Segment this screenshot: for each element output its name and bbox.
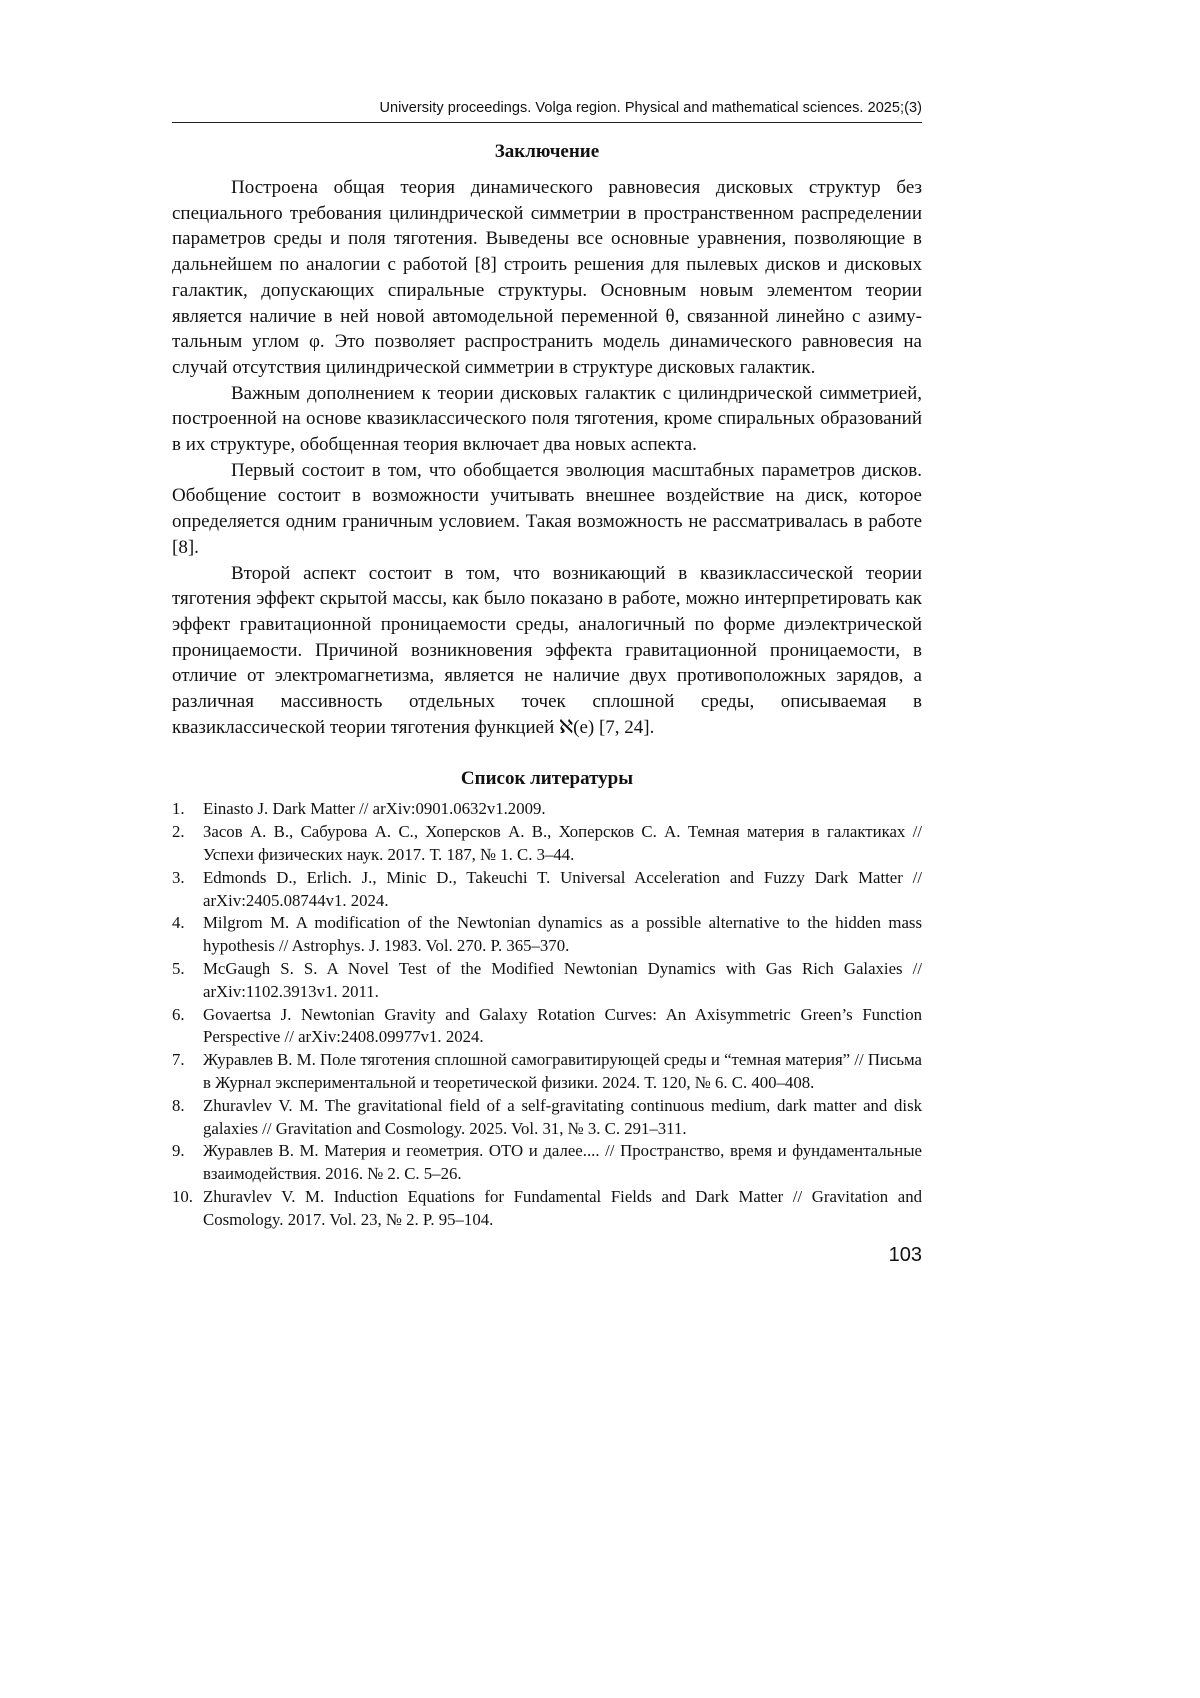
journal-page — [172, 100, 922, 1267]
running-header: University proceedings. Volga region. Physical and mathematical sciences. 2025;(3) — [172, 100, 922, 123]
reference-number: 8. — [172, 1095, 185, 1115]
reference-item — [172, 1004, 922, 1050]
reference-number: 7. — [172, 1050, 185, 1070]
reference-item — [172, 821, 922, 867]
reference-number: 2. — [172, 822, 185, 842]
reference-number: 4. — [172, 913, 185, 933]
reference-item — [172, 958, 922, 1004]
conclusion-body — [172, 175, 922, 740]
reference-number: 5. — [172, 959, 185, 979]
references-heading: Список литературы — [460, 768, 634, 790]
conclusion-paragraph: Второй аспект состоит в том, что возникающий в квазиклассической теории тяготения эффект скрытой массы, как было показано в работе, можно интерпретировать как эффект гравитационной проницаемости среды, аналогичный по форме диэлектрической проницаемости. Причиной возникновения эффекта гравитационной проницаемости, в отличие от электромагнетизма, является не наличие двух противоположных зарядов, а различная массивность отдельных точек сплошной среды, описываемая в квазиклассической теории тяготения функцией ℵ(e) [7, 24]. — [172, 562, 922, 738]
reference-text: McGaugh S. S. A Novel Test of the Modified Newtonian Dynamics with Gas Rich Galaxies // arXiv:1102.3913v1. 2011. — [203, 959, 922, 1001]
reference-item — [172, 1186, 922, 1232]
conclusion-paragraph: Первый состоит в том, что обобщается эволюция масштабных параметров дисков. Обобщение состоит в возможности учитывать внешнее воздействие на диск, которое определяется одним граничным условием. Такая возможность не рассматривалась в работе [8]. — [172, 459, 922, 558]
reference-text: Zhuravlev V. M. The gravitational field of a self-gravitating continuous medium, dark matter and disk galaxies // Gravitation and Cosmology. 2025. Vol. 31, № 3. С. 291–311. — [203, 1095, 922, 1138]
conclusion-paragraph: Важным дополнением к теории дисковых галактик с цилиндрической симметрией, построенной на основе квазиклассического поля тяготения, кроме спиральных образований в их структуре, обобщенная теория включает два новых аспекта. — [172, 382, 922, 456]
reference-item — [172, 867, 922, 913]
reference-number: 9. — [172, 1141, 185, 1161]
reference-item — [172, 912, 922, 958]
reference-list — [172, 798, 922, 1231]
page-number: 103 — [888, 1243, 922, 1266]
reference-item — [172, 1049, 922, 1095]
reference-item — [172, 1140, 922, 1186]
reference-text: Журавлев В. М. Поле тяготения сплошной самогравитирующей среды и “темная материя” // Письма в Журнал экспериментальной и теоретической физики. 2024. Т. 120, № 6. С. 400–408. — [203, 1050, 922, 1093]
reference-number: 1. — [172, 799, 185, 819]
reference-number: 3. — [172, 867, 185, 887]
reference-text: Засов А. В., Сабурова А. С., Хоперсков А. В., Хоперсков С. А. Темная материя в галактиках // Успехи физических наук. 2017. Т. 187, № 1. С. 3–44. — [203, 822, 922, 865]
reference-text: Журавлев В. М. Материя и геометрия. ОТО и далее.... // Пространство, время и фундаментальные взаимодействия. 2016. № 2. С. 5–26. — [203, 1141, 922, 1184]
reference-text: Milgrom M. A modification of the Newtonian dynamics as a possible alternative to the hidden mass hypothesis // Astrophys. J. 1983. Vol. 270. P. 365–370. — [203, 913, 922, 956]
reference-number: 6. — [172, 1004, 185, 1024]
reference-item — [172, 1095, 922, 1141]
conclusion-paragraph: Построена общая теория динамического равновесия дисковых структур без специального требования цилиндрической симметрии в пространственном распределении параметров среды и поля тяготения. Выведены все основные уравнения, позволяющие в дальнейшем по аналогии с работой [8] строить решения для пылевых дисков и дисковых галактик, допускающих спиральные структуры. Основным новым элементом теории является наличие в ней новой автомодельной переменной θ, связанной линейно с азимутальным углом φ. Это позволяет распространить модель динамического равновесия на случай отсутствия цилиндрической симметрии в структуре дисковых галактик. — [172, 177, 922, 378]
reference-text: Govaertsa J. Newtonian Gravity and Galaxy Rotation Curves: An Axisymmetric Green’s Function Perspective // arXiv:2408.09977v1. 2024. — [203, 1004, 922, 1047]
reference-text: Edmonds D., Erlich. J., Minic D., Takeuchi T. Universal Acceleration and Fuzzy Dark Matter // arXiv:2405.08744v1. 2024. — [203, 867, 922, 910]
conclusion-heading: Заключение — [494, 141, 600, 162]
reference-number: 10. — [172, 1187, 193, 1207]
reference-item — [172, 798, 922, 821]
reference-text: Einasto J. Dark Matter // arXiv:0901.0632v1.2009. — [203, 799, 546, 819]
reference-text: Zhuravlev V. M. Induction Equations for Fundamental Fields and Dark Matter // Gravitation and Cosmology. 2017. Vol. 23, № 2. P. 95–104. — [203, 1187, 922, 1229]
